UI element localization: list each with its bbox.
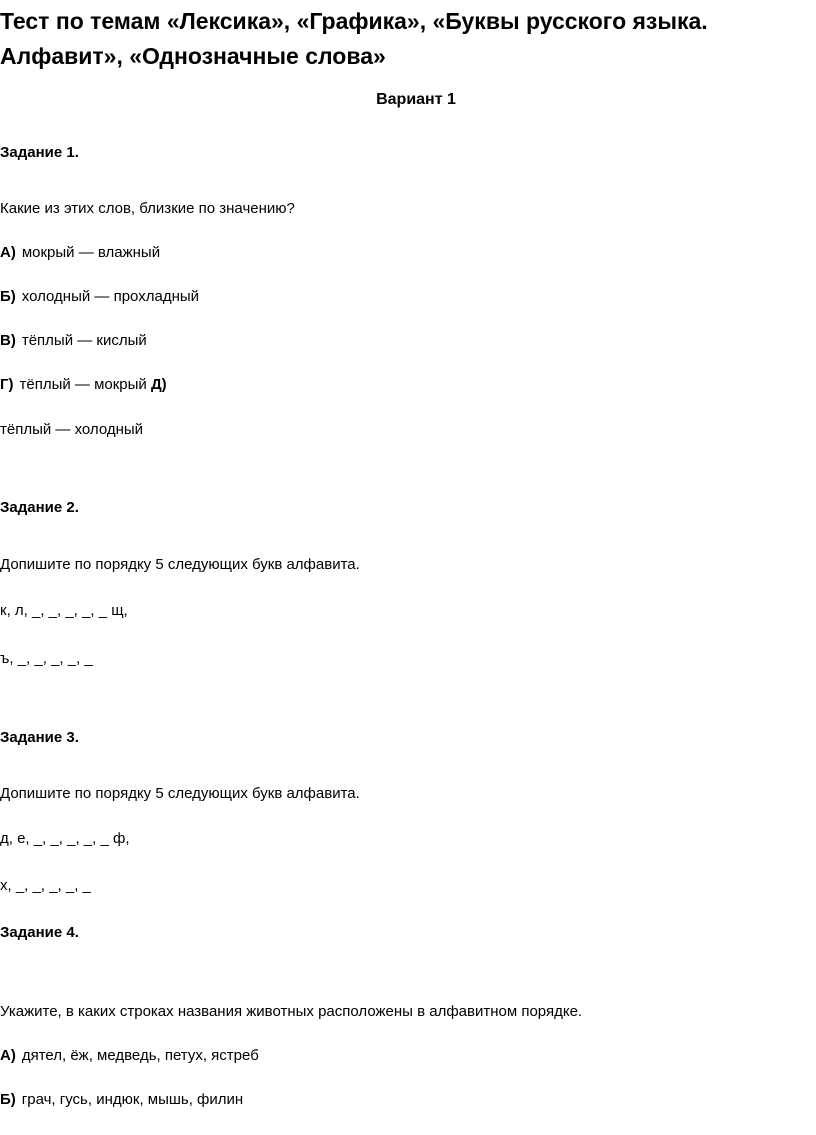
- task-3-heading: Задание 3.: [0, 729, 79, 746]
- option-label: Б): [0, 288, 16, 305]
- task-1-option-d-text: тёплый — холодный: [0, 421, 144, 438]
- task-1-question: Какие из этих слов, близкие по значению?: [0, 200, 295, 217]
- task-3-row-2: х, _, _, _, _, _: [0, 877, 91, 894]
- document-title-line-2: Алфавит», «Однозначные слова»: [0, 43, 386, 69]
- task-1-option-b: [0, 287, 199, 307]
- task-4-heading: Задание 4.: [0, 924, 79, 941]
- task-4-option-a: [0, 1046, 259, 1066]
- task-1-option-g: [0, 375, 167, 395]
- task-2-row-2: ъ, _, _, _, _, _: [0, 650, 93, 667]
- variant-heading: Вариант 1: [376, 91, 456, 108]
- option-label: А): [0, 244, 16, 261]
- option-text: грач, гусь, индюк, мышь, филин: [21, 1091, 244, 1108]
- task-1-option-v: [0, 331, 147, 351]
- option-label: Б): [0, 1091, 16, 1108]
- option-text: мокрый — влажный: [21, 244, 161, 261]
- task-4-option-b: [0, 1090, 243, 1110]
- task-2-heading: Задание 2.: [0, 499, 79, 516]
- option-text: тёплый — кислый: [21, 332, 147, 349]
- option-label-d: Д): [150, 376, 167, 393]
- option-label: Г): [0, 376, 14, 393]
- option-text: холодный — прохладный: [21, 288, 200, 305]
- option-label: В): [0, 332, 16, 349]
- option-text: тёплый — мокрый: [19, 376, 147, 393]
- option-label: А): [0, 1047, 16, 1064]
- option-text: дятел, ёж, медведь, петух, ястреб: [21, 1047, 259, 1064]
- task-2-row-1: к, л, _, _, _, _, _ щ,: [0, 602, 128, 619]
- task-2-question: Допишите по порядку 5 следующих букв алфавита.: [0, 556, 360, 573]
- task-1-heading: Задание 1.: [0, 144, 79, 161]
- task-3-row-1: д, е, _, _, _, _, _ ф,: [0, 830, 130, 847]
- task-4-question: Укажите, в каких строках названия животных расположены в алфавитном порядке.: [0, 1003, 583, 1020]
- task-1-option-a: [0, 243, 160, 263]
- document-title-line-1: Тест по темам «Лексика», «Графика», «Буквы русского языка.: [0, 8, 708, 34]
- task-3-question: Допишите по порядку 5 следующих букв алфавита.: [0, 785, 360, 802]
